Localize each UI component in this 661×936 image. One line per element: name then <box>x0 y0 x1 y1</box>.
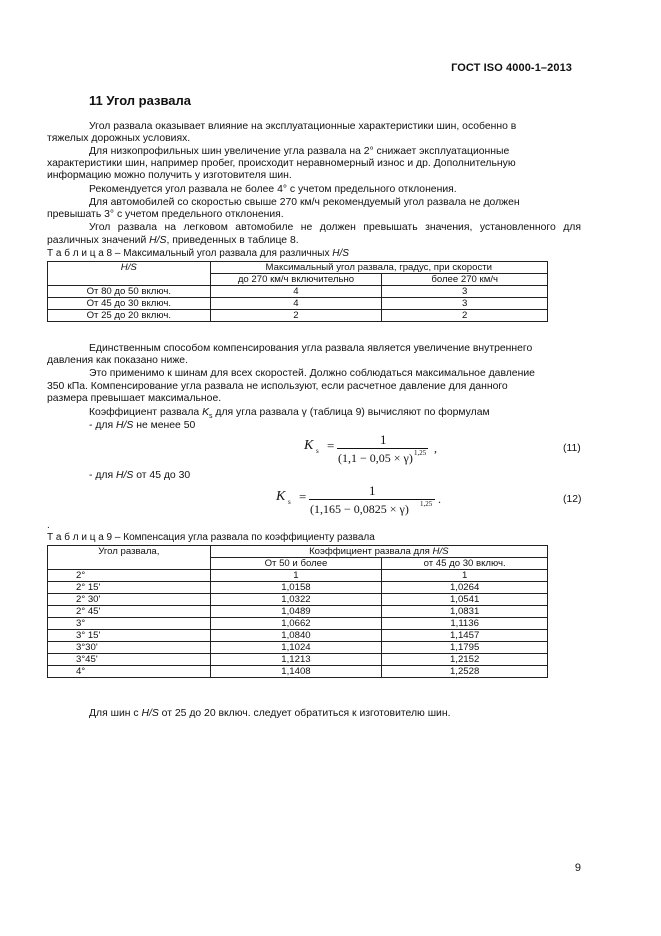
table-row <box>48 618 548 630</box>
formula-number: (11) <box>563 443 581 454</box>
table9-cell: 1,1408 <box>210 666 382 678</box>
table-row <box>48 642 548 654</box>
paragraph-line: Угол развала оказывает влияние на эксплуатационные характеристики шин, особенно в <box>89 121 517 132</box>
table9-header-a: От 50 и более <box>210 558 382 570</box>
table9-cell: 2° 45' <box>48 606 211 618</box>
formula-lhs: K <box>304 438 314 453</box>
table8-cell: От 25 до 20 включ. <box>48 310 211 322</box>
table8-header-hs: H/S <box>48 262 211 286</box>
paragraph-line: тяжелых дорожных условиях. <box>47 133 191 144</box>
formula-11 <box>300 432 460 468</box>
formula-eq: = <box>327 438 335 453</box>
table9-cell: 1 <box>210 570 382 582</box>
table8-cell: 2 <box>210 310 382 322</box>
table9-header-group: Коэффициент развала для H/S <box>210 546 547 558</box>
formula-exponent: 1,25 <box>414 449 427 457</box>
table8-header-a: до 270 км/ч включительно <box>210 274 382 286</box>
table9-cell: 1,1457 <box>382 630 548 642</box>
stray-dot: . <box>47 520 50 531</box>
table8-cell: От 80 до 50 включ. <box>48 286 211 298</box>
paragraph-line: превышать 3° с учетом предельного отклонения. <box>47 209 284 220</box>
table9-cell: 3° 15' <box>48 630 211 642</box>
table8 <box>47 261 548 322</box>
table9-caption: Т а б л и ц а 9 – Компенсация угла развала по коэффициенту развала <box>47 532 375 543</box>
table9-cell: 1,2528 <box>382 666 548 678</box>
paragraph-line: Для автомобилей со скоростью свыше 270 км/ч рекомендуемый угол развала не должен <box>89 197 520 208</box>
paragraph-line: Рекомендуется угол развала не более 4° с учетом предельного отклонения. <box>89 184 457 195</box>
formula-tail: . <box>438 492 441 506</box>
table9-cell: 1,2152 <box>382 654 548 666</box>
table9-cell: 3° <box>48 618 211 630</box>
formula-number: (12) <box>563 494 582 505</box>
table9-cell: 1,0541 <box>382 594 548 606</box>
table9-cell: 2° 30' <box>48 594 211 606</box>
table-row <box>48 630 548 642</box>
paragraph-line: Коэффициент развала $K_s$ для угла развала γ (таблица 9) вычисляют по формулам <box>89 407 490 421</box>
table9-cell: 4° <box>48 666 211 678</box>
table9-cell: 1,0264 <box>382 582 548 594</box>
table-row <box>48 298 548 310</box>
formula-lhs: K <box>276 489 286 504</box>
table8-cell: 4 <box>210 298 382 310</box>
table9-cell: 1,0489 <box>210 606 382 618</box>
table-row <box>48 286 548 298</box>
table-row <box>48 310 548 322</box>
table9-cell: 1 <box>382 570 548 582</box>
table9-cell: 1,1136 <box>382 618 548 630</box>
paragraph-line: информацию можно получить у изготовителя шин. <box>47 170 292 181</box>
standard-number: ГОСТ ISO 4000-1–2013 <box>451 62 572 74</box>
table9-cell: 1,0158 <box>210 582 382 594</box>
paragraph-line: различных значений H/S, приведенных в таблице 8. <box>47 235 299 246</box>
table9-cell: 1,0840 <box>210 630 382 642</box>
formula-sub: s <box>288 498 291 506</box>
paragraph-line: характеристики шин, например пробег, происходит неравномерный износ и др. Дополнительную <box>47 158 516 169</box>
formula-12 <box>272 483 452 519</box>
paragraph-line: Угол развала на легковом автомобиле не должен превышать значения, установленного для <box>89 222 581 233</box>
table-row <box>48 594 548 606</box>
formula-numerator: 1 <box>369 483 376 498</box>
table9-cell: 1,0322 <box>210 594 382 606</box>
table9-cell: 3°45' <box>48 654 211 666</box>
table-row <box>48 582 548 594</box>
table9-cell: 1,0662 <box>210 618 382 630</box>
paragraph-line: Для шин с H/S от 25 до 20 включ. следует обратиться к изготовителю шин. <box>89 708 451 719</box>
paragraph-line: - для H/S не менее 50 <box>89 420 196 431</box>
paragraph-line: Это применимо к шинам для всех скоростей. Должно соблюдаться максимальное давление <box>89 368 535 379</box>
table-row <box>48 570 548 582</box>
paragraph-line: Для низкопрофильных шин увеличение угла развала на 2° снижает эксплуатационные <box>89 146 510 157</box>
table9-cell: 2° 15' <box>48 582 211 594</box>
table8-cell: 3 <box>382 286 548 298</box>
table-row <box>48 606 548 618</box>
table-row <box>48 666 548 678</box>
formula-eq: = <box>299 489 307 504</box>
formula-denominator: (1,1 − 0,05 × γ) <box>338 451 413 465</box>
paragraph-line: Единственным способом компенсирования угла развала является увеличение внутреннего <box>89 343 533 354</box>
table9-cell: 1,0831 <box>382 606 548 618</box>
paragraph-line: размера превышает максимальное. <box>47 393 222 404</box>
table8-cell: 2 <box>382 310 548 322</box>
table-row <box>48 654 548 666</box>
formula-exponent: 1,25 <box>420 500 433 508</box>
table8-cell: 3 <box>382 298 548 310</box>
table9-header-b: от 45 до 30 включ. <box>382 558 548 570</box>
paragraph-line: давления как показано ниже. <box>47 355 188 366</box>
table9-cell: 1,1024 <box>210 642 382 654</box>
table8-header-b: более 270 км/ч <box>382 274 548 286</box>
table9-cell: 1,1213 <box>210 654 382 666</box>
table8-cell: От 45 до 30 включ. <box>48 298 211 310</box>
page-number: 9 <box>574 862 581 874</box>
formula-numerator: 1 <box>380 432 387 447</box>
table9-cell: 2° <box>48 570 211 582</box>
table9-cell: 1,1795 <box>382 642 548 654</box>
formula-tail: , <box>434 441 437 455</box>
table8-header-group: Максимальный угол развала, градус, при скорости <box>210 262 547 274</box>
paragraph-line: - для H/S от 45 до 30 <box>89 470 191 481</box>
formula-denominator: (1,165 − 0,0825 × γ) <box>310 502 409 516</box>
paragraph-line: 350 кПа. Компенсирование угла развала не используют, если расчетное давление для данного <box>47 381 508 392</box>
table8-caption: Т а б л и ц а 8 – Максимальный угол развала для различных H/S <box>47 248 349 259</box>
table9-cell: 3°30' <box>48 642 211 654</box>
fraction-bar <box>309 499 435 500</box>
formula-sub: s <box>316 447 319 455</box>
table9 <box>47 545 548 678</box>
table9-header-angle: Угол развала, <box>48 546 211 570</box>
section-title: 11 Угол развала <box>89 93 192 108</box>
table8-cell: 4 <box>210 286 382 298</box>
